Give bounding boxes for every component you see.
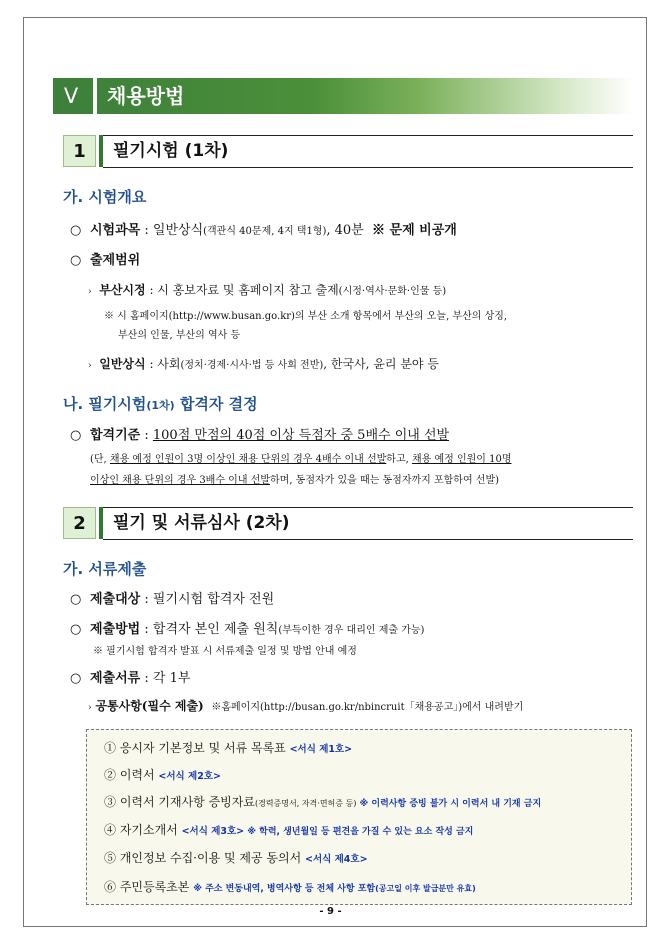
heading-exam-overview: 가. 시험개요 <box>63 188 147 206</box>
form-warning-detail: (공고일 이후 발급분만 유효) <box>375 884 476 893</box>
circle-bullet-icon: ○ <box>70 592 82 607</box>
form-label: ④ 자기소개서 <box>104 823 182 837</box>
notice: ※ 문제 비공개 <box>372 223 457 238</box>
note-underline: 채용 예정 인원이 3명 이상인 채용 단위의 경우 4배수 이내 선발 <box>109 454 387 465</box>
section-banner <box>53 78 633 114</box>
heading-small: (1차) <box>146 399 175 412</box>
item-exam-scope <box>70 249 140 268</box>
form-tag: <서식 제4호> <box>305 854 368 865</box>
value: 사회 <box>157 357 181 371</box>
heading-pass-decision <box>63 393 258 414</box>
item-general-knowledge <box>88 355 439 372</box>
required-forms-box <box>86 729 632 905</box>
arrow-icon: › <box>88 361 92 371</box>
label: 제출서류 <box>90 671 141 686</box>
item-pass-criteria <box>70 424 449 443</box>
subsection-number: 1 <box>63 135 96 167</box>
label: 제출방법 <box>90 622 141 637</box>
circle-bullet-icon: ○ <box>70 428 82 443</box>
subsection-title: 필기 및 서류심사 (2차) <box>113 513 290 533</box>
form-item-3 <box>104 793 541 810</box>
value: 필기시험 합격자 전원 <box>152 592 275 607</box>
download-note: ※홈페이지(http://busan.go.kr/nbincruit「채용공고」)에서 내려받기 <box>211 702 524 713</box>
form-item-1 <box>104 739 352 756</box>
section-separator <box>93 78 97 114</box>
note-text: 하며, 동점자가 있을 때는 동점자까지 포함하여 선발) <box>270 475 500 486</box>
value: 합격자 본인 제출 원칙 <box>152 622 279 637</box>
label: 시험과목 <box>90 223 141 238</box>
subsection-bar <box>99 507 103 539</box>
circle-bullet-icon: ○ <box>70 223 82 238</box>
circle-bullet-icon: ○ <box>70 671 82 686</box>
colon: : <box>140 223 153 238</box>
subsection-title: 필기시험 (1차) <box>113 141 229 161</box>
colon: : <box>140 622 153 637</box>
form-label: ② 이력서 <box>104 768 159 782</box>
item-submission-method <box>70 618 424 637</box>
form-warning: ※ 이력사항 증빙 불가 시 이력서 내 기재 금지 <box>356 799 542 809</box>
value: 일반상식 <box>152 223 204 238</box>
label: 출제범위 <box>90 253 141 268</box>
value: 시 홍보자료 및 홈페이지 참고 출제 <box>157 283 339 297</box>
method-note: ※ 필기시험 합격자 발표 시 서류제출 일정 및 방법 안내 예정 <box>93 646 357 657</box>
value-detail: (정치·경제·시사·법 등 사회 전반) <box>180 360 324 371</box>
circle-bullet-icon: ○ <box>70 622 82 637</box>
heading-text: 나. 필기시험 <box>63 395 147 413</box>
pass-note-line-2 <box>90 471 499 486</box>
value-tail: , 한국사, 윤리 분야 등 <box>323 357 439 371</box>
arrow-icon: › <box>88 703 92 713</box>
item-busan-policy <box>88 281 446 298</box>
section-number: Ⅴ <box>63 84 79 108</box>
form-warning: ※ 학력, 생년월일 등 편견을 가질 수 있는 요소 작성 금지 <box>244 827 474 837</box>
form-item-2 <box>104 766 221 783</box>
note-underline: 이상인 채용 단위의 경우 3배수 이내 선발 <box>90 475 270 486</box>
value-detail: (시정·역사·문화·인물 등) <box>338 286 447 297</box>
value: 각 1부 <box>152 671 191 686</box>
form-tag: <서식 제1호> <box>289 744 353 755</box>
item-required-documents <box>70 667 190 686</box>
colon: : <box>140 592 153 607</box>
page-number: - 9 - <box>319 906 342 917</box>
form-label: ⑥ 주민등록초본 <box>104 880 194 894</box>
value-detail: (부득이한 경우 대리인 제출 가능) <box>278 625 425 636</box>
label: 부산시정 <box>99 283 146 297</box>
colon: : <box>145 283 158 297</box>
label: 제출대상 <box>90 592 141 607</box>
busan-note-line-2: 부산의 인물, 부산의 역사 등 <box>118 330 241 341</box>
item-common-documents <box>88 697 523 714</box>
item-submission-target <box>70 588 274 607</box>
value-tail: , 40분 <box>326 223 364 238</box>
heading-text-tail: 합격자 결정 <box>174 395 258 413</box>
colon: : <box>140 428 153 443</box>
subsection-rule-bottom <box>103 539 633 540</box>
form-label: ③ 이력서 기재사항 증빙자료 <box>104 795 255 809</box>
form-tag: <서식 제3호> <box>181 826 245 837</box>
heading-document-submission: 가. 서류제출 <box>63 560 147 578</box>
circle-bullet-icon: ○ <box>70 253 82 268</box>
note-underline: 채용 예정 인원이 10명 <box>411 454 512 465</box>
form-label: ① 응시자 기본정보 및 서류 목록표 <box>104 741 290 755</box>
form-item-5 <box>104 849 368 866</box>
colon: : <box>145 357 158 371</box>
subsection-number: 2 <box>63 507 96 539</box>
section-title: 채용방법 <box>107 84 185 108</box>
form-tag: <서식 제2호> <box>158 771 221 782</box>
label: 합격기준 <box>90 428 141 443</box>
item-exam-subjects <box>70 219 457 238</box>
subsection-header-1 <box>63 135 633 169</box>
form-warning: ※ 주소 변동내역, 병역사항 등 전체 사항 포함 <box>193 884 376 894</box>
form-item-6 <box>104 878 476 895</box>
subsection-rule-bottom <box>103 167 633 168</box>
form-detail: (경력증명서, 자격·면허증 등) <box>254 799 357 808</box>
label: 공통사항(필수 제출) <box>95 699 204 713</box>
colon: : <box>140 671 153 686</box>
subsection-bar <box>99 135 103 167</box>
label: 일반상식 <box>99 357 146 371</box>
value-detail: (객관식 40문제, 4지 택1형) <box>203 226 327 237</box>
value: 100점 만점의 40점 이상 득점자 중 5배수 이내 선발 <box>152 428 450 443</box>
pass-note-line-1 <box>90 450 512 465</box>
subsection-header-2 <box>63 507 633 541</box>
form-label: ⑤ 개인정보 수집·이용 및 제공 동의서 <box>104 851 305 865</box>
busan-note-line-1: ※ 시 홈페이지(http://www.busan.go.kr)의 부산 소개 항목에서 부산의 오늘, 부산의 상징, <box>104 311 508 322</box>
arrow-icon: › <box>88 287 92 297</box>
note-text: 하고, <box>386 454 412 465</box>
note-text: (단, <box>90 454 110 465</box>
form-item-4 <box>104 821 473 838</box>
